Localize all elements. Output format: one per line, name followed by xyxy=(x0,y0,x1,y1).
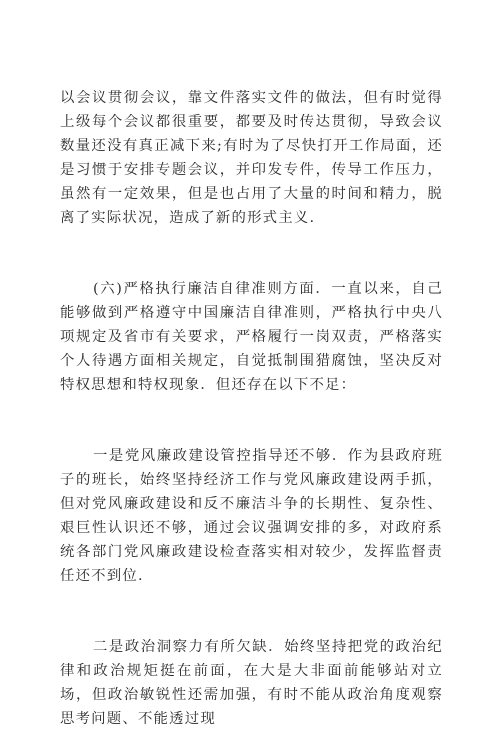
paragraph-meeting-formalism: 以会议贯彻会议，靠文件落实文件的做法，但有时觉得上级每个会议都很重要，都要及时传达贯彻，导致会议数量还没有真正减下来;有时为了尽快打开工作局面，还是习惯于安排专题会议，并印发专件，传导工作压力，虽然有一定效果，但是也占用了大量的时间和精力，脱离了实际状况，造成了新的形式主义. xyxy=(60,90,443,226)
paragraph-political-insight: 二是政治洞察力有所欠缺．始终坚持把党的政治纪律和政治规矩挺在前面，在大是大非面前能够站对立场，但政治敏锐性还需加强，有时不能从政治角度观察思考问题、不能透过现 xyxy=(60,639,443,727)
document-page xyxy=(60,86,443,731)
paragraph-integrity-self-discipline: (六)严格执行廉洁自律准则方面．一直以来，自己能够做到严格遵守中国廉洁自律准则，严格执行中央八项规定及省市有关要求，严格履行一岗双责，严格落实个人待遇方面相关规定，自觉抵制围猎腐蚀，坚决反对特权思想和特权现象．但还存在以下不足： xyxy=(60,281,443,393)
paragraph-party-conduct-guidance: 一是党风廉政建设管控指导还不够．作为县政府班子的班长，始终坚持经济工作与党风廉政建设两手抓，但对党风廉政建设和反不廉洁斗争的长期性、复杂性、艰巨性认识还不够，通过会议强调安排的多，对政府系统各部门党风廉政建设检查落实相对较少，发挥监督责任还不到位. xyxy=(60,448,443,584)
